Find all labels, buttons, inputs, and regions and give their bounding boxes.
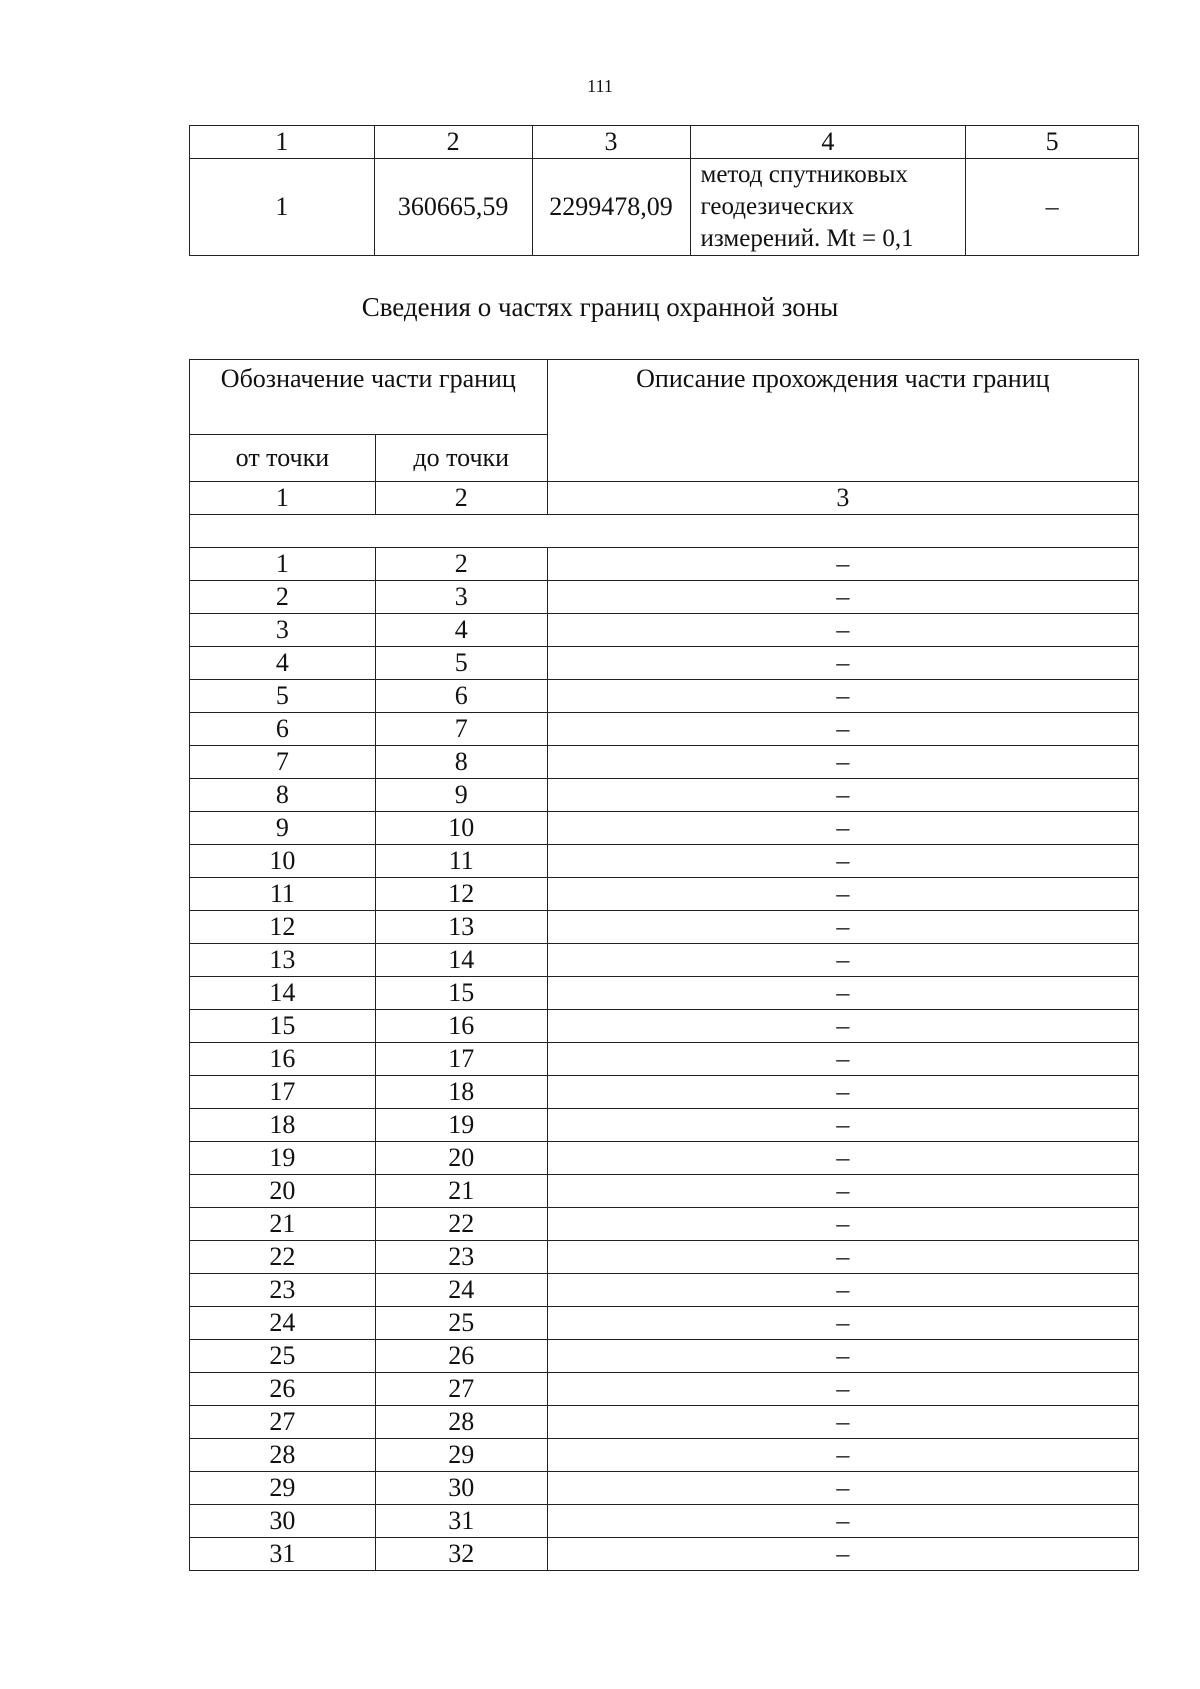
table-row [190, 548, 1139, 581]
header-cell: 2 [374, 126, 532, 159]
x-coordinate: 360665,59 [374, 159, 532, 256]
table-row [190, 1274, 1139, 1307]
table-row [190, 845, 1139, 878]
from-point: 27 [190, 1406, 376, 1439]
from-point: 4 [190, 647, 376, 680]
to-point: 19 [375, 1109, 547, 1142]
header-cell: 4 [690, 126, 966, 159]
from-point: 20 [190, 1175, 376, 1208]
table-row [190, 746, 1139, 779]
page-number: 111 [587, 76, 613, 96]
to-point: 21 [375, 1175, 547, 1208]
y-coordinate: 2299478,09 [532, 159, 690, 256]
from-point: 7 [190, 746, 376, 779]
table-row [190, 1472, 1139, 1505]
description: – [547, 746, 1138, 779]
table-row [190, 911, 1139, 944]
description: – [547, 614, 1138, 647]
from-point: 10 [190, 845, 376, 878]
description: – [547, 548, 1138, 581]
to-point: 23 [375, 1241, 547, 1274]
parts-header-row [190, 360, 1139, 435]
table-row [190, 779, 1139, 812]
table-row [190, 1307, 1139, 1340]
from-point: 11 [190, 878, 376, 911]
from-point: 21 [190, 1208, 376, 1241]
table-row [190, 680, 1139, 713]
from-point: 5 [190, 680, 376, 713]
from-point: 26 [190, 1373, 376, 1406]
from-point: 23 [190, 1274, 376, 1307]
description: – [547, 680, 1138, 713]
column-number: 3 [547, 482, 1138, 515]
table-row [190, 1340, 1139, 1373]
to-point: 16 [375, 1010, 547, 1043]
description: – [547, 1043, 1138, 1076]
description: – [547, 1274, 1138, 1307]
from-point: 18 [190, 1109, 376, 1142]
header-cell: 1 [190, 126, 375, 159]
table-row [190, 1538, 1139, 1571]
to-point: 32 [375, 1538, 547, 1571]
description: – [547, 1307, 1138, 1340]
description-header: Описание прохождения части границ [547, 360, 1138, 482]
to-point: 17 [375, 1043, 547, 1076]
from-point: 8 [190, 779, 376, 812]
from-point: 3 [190, 614, 376, 647]
description: – [547, 878, 1138, 911]
to-point: 9 [375, 779, 547, 812]
column-number: 2 [375, 482, 547, 515]
description: – [547, 812, 1138, 845]
method-line: измерений. Mt = 0,1 [700, 225, 914, 252]
from-point: 25 [190, 1340, 376, 1373]
description: – [547, 581, 1138, 614]
to-point: 18 [375, 1076, 547, 1109]
boundary-parts-table [189, 359, 1139, 1571]
to-point: 7 [375, 713, 547, 746]
from-point: 19 [190, 1142, 376, 1175]
description: – [547, 1241, 1138, 1274]
description: – [547, 1439, 1138, 1472]
coordinates-header-row [190, 126, 1139, 159]
table-row [190, 1406, 1139, 1439]
point-number: 1 [190, 159, 375, 256]
to-point: 27 [375, 1373, 547, 1406]
to-point: 10 [375, 812, 547, 845]
description: – [547, 944, 1138, 977]
from-point: 14 [190, 977, 376, 1010]
description: – [547, 911, 1138, 944]
table-row [190, 1109, 1139, 1142]
from-point: 15 [190, 1010, 376, 1043]
section-title: Сведения о частях границ охранной зоны [361, 292, 839, 322]
to-point: 6 [375, 680, 547, 713]
description: – [547, 1538, 1138, 1571]
table-row [190, 581, 1139, 614]
table-row [190, 977, 1139, 1010]
to-point-header: до точки [375, 435, 547, 482]
to-point: 25 [375, 1307, 547, 1340]
from-point: 6 [190, 713, 376, 746]
to-point: 20 [375, 1142, 547, 1175]
table-row [190, 1439, 1139, 1472]
table-row [190, 1043, 1139, 1076]
to-point: 13 [375, 911, 547, 944]
method-line: метод спутниковых [700, 161, 908, 188]
header-cell: 5 [966, 126, 1139, 159]
from-point: 22 [190, 1241, 376, 1274]
table-row [190, 1010, 1139, 1043]
description: – [547, 1010, 1138, 1043]
table-row [190, 614, 1139, 647]
table-row [190, 812, 1139, 845]
method-line: геодезических [700, 193, 855, 220]
table-row [190, 1076, 1139, 1109]
to-point: 28 [375, 1406, 547, 1439]
to-point: 22 [375, 1208, 547, 1241]
table-row [190, 1175, 1139, 1208]
table-row [190, 944, 1139, 977]
description: – [547, 1472, 1138, 1505]
from-point: 31 [190, 1538, 376, 1571]
to-point: 26 [375, 1340, 547, 1373]
from-point-header: от точки [190, 435, 376, 482]
description: – [547, 1142, 1138, 1175]
coordinates-row [190, 159, 1139, 256]
description: – [547, 713, 1138, 746]
empty-row [190, 515, 1139, 548]
to-point: 14 [375, 944, 547, 977]
note-cell: – [966, 159, 1139, 256]
description: – [547, 1406, 1138, 1439]
description: – [547, 1208, 1138, 1241]
table-row [190, 1505, 1139, 1538]
description: – [547, 1505, 1138, 1538]
empty-cell [190, 515, 1139, 548]
from-point: 16 [190, 1043, 376, 1076]
to-point: 8 [375, 746, 547, 779]
header-cell: 3 [532, 126, 690, 159]
to-point: 12 [375, 878, 547, 911]
from-point: 9 [190, 812, 376, 845]
from-point: 13 [190, 944, 376, 977]
to-point: 4 [375, 614, 547, 647]
from-point: 30 [190, 1505, 376, 1538]
table-row [190, 878, 1139, 911]
description: – [547, 1175, 1138, 1208]
description: – [547, 1076, 1138, 1109]
coordinates-table [189, 125, 1139, 256]
to-point: 11 [375, 845, 547, 878]
from-point: 17 [190, 1076, 376, 1109]
description: – [547, 1373, 1138, 1406]
table-row [190, 1208, 1139, 1241]
description: – [547, 647, 1138, 680]
table-row [190, 713, 1139, 746]
column-number: 1 [190, 482, 376, 515]
description: – [547, 977, 1138, 1010]
table-row [190, 1241, 1139, 1274]
to-point: 5 [375, 647, 547, 680]
to-point: 24 [375, 1274, 547, 1307]
column-number-row [190, 482, 1139, 515]
description: – [547, 845, 1138, 878]
table-row [190, 647, 1139, 680]
to-point: 15 [375, 977, 547, 1010]
table-row [190, 1373, 1139, 1406]
from-point: 1 [190, 548, 376, 581]
to-point: 29 [375, 1439, 547, 1472]
description: – [547, 779, 1138, 812]
to-point: 30 [375, 1472, 547, 1505]
to-point: 2 [375, 548, 547, 581]
designation-header: Обозначение части границ [190, 360, 548, 435]
from-point: 24 [190, 1307, 376, 1340]
to-point: 31 [375, 1505, 547, 1538]
description: – [547, 1340, 1138, 1373]
from-point: 2 [190, 581, 376, 614]
description: – [547, 1109, 1138, 1142]
from-point: 29 [190, 1472, 376, 1505]
from-point: 28 [190, 1439, 376, 1472]
to-point: 3 [375, 581, 547, 614]
from-point: 12 [190, 911, 376, 944]
measurement-method [690, 159, 966, 256]
table-row [190, 1142, 1139, 1175]
